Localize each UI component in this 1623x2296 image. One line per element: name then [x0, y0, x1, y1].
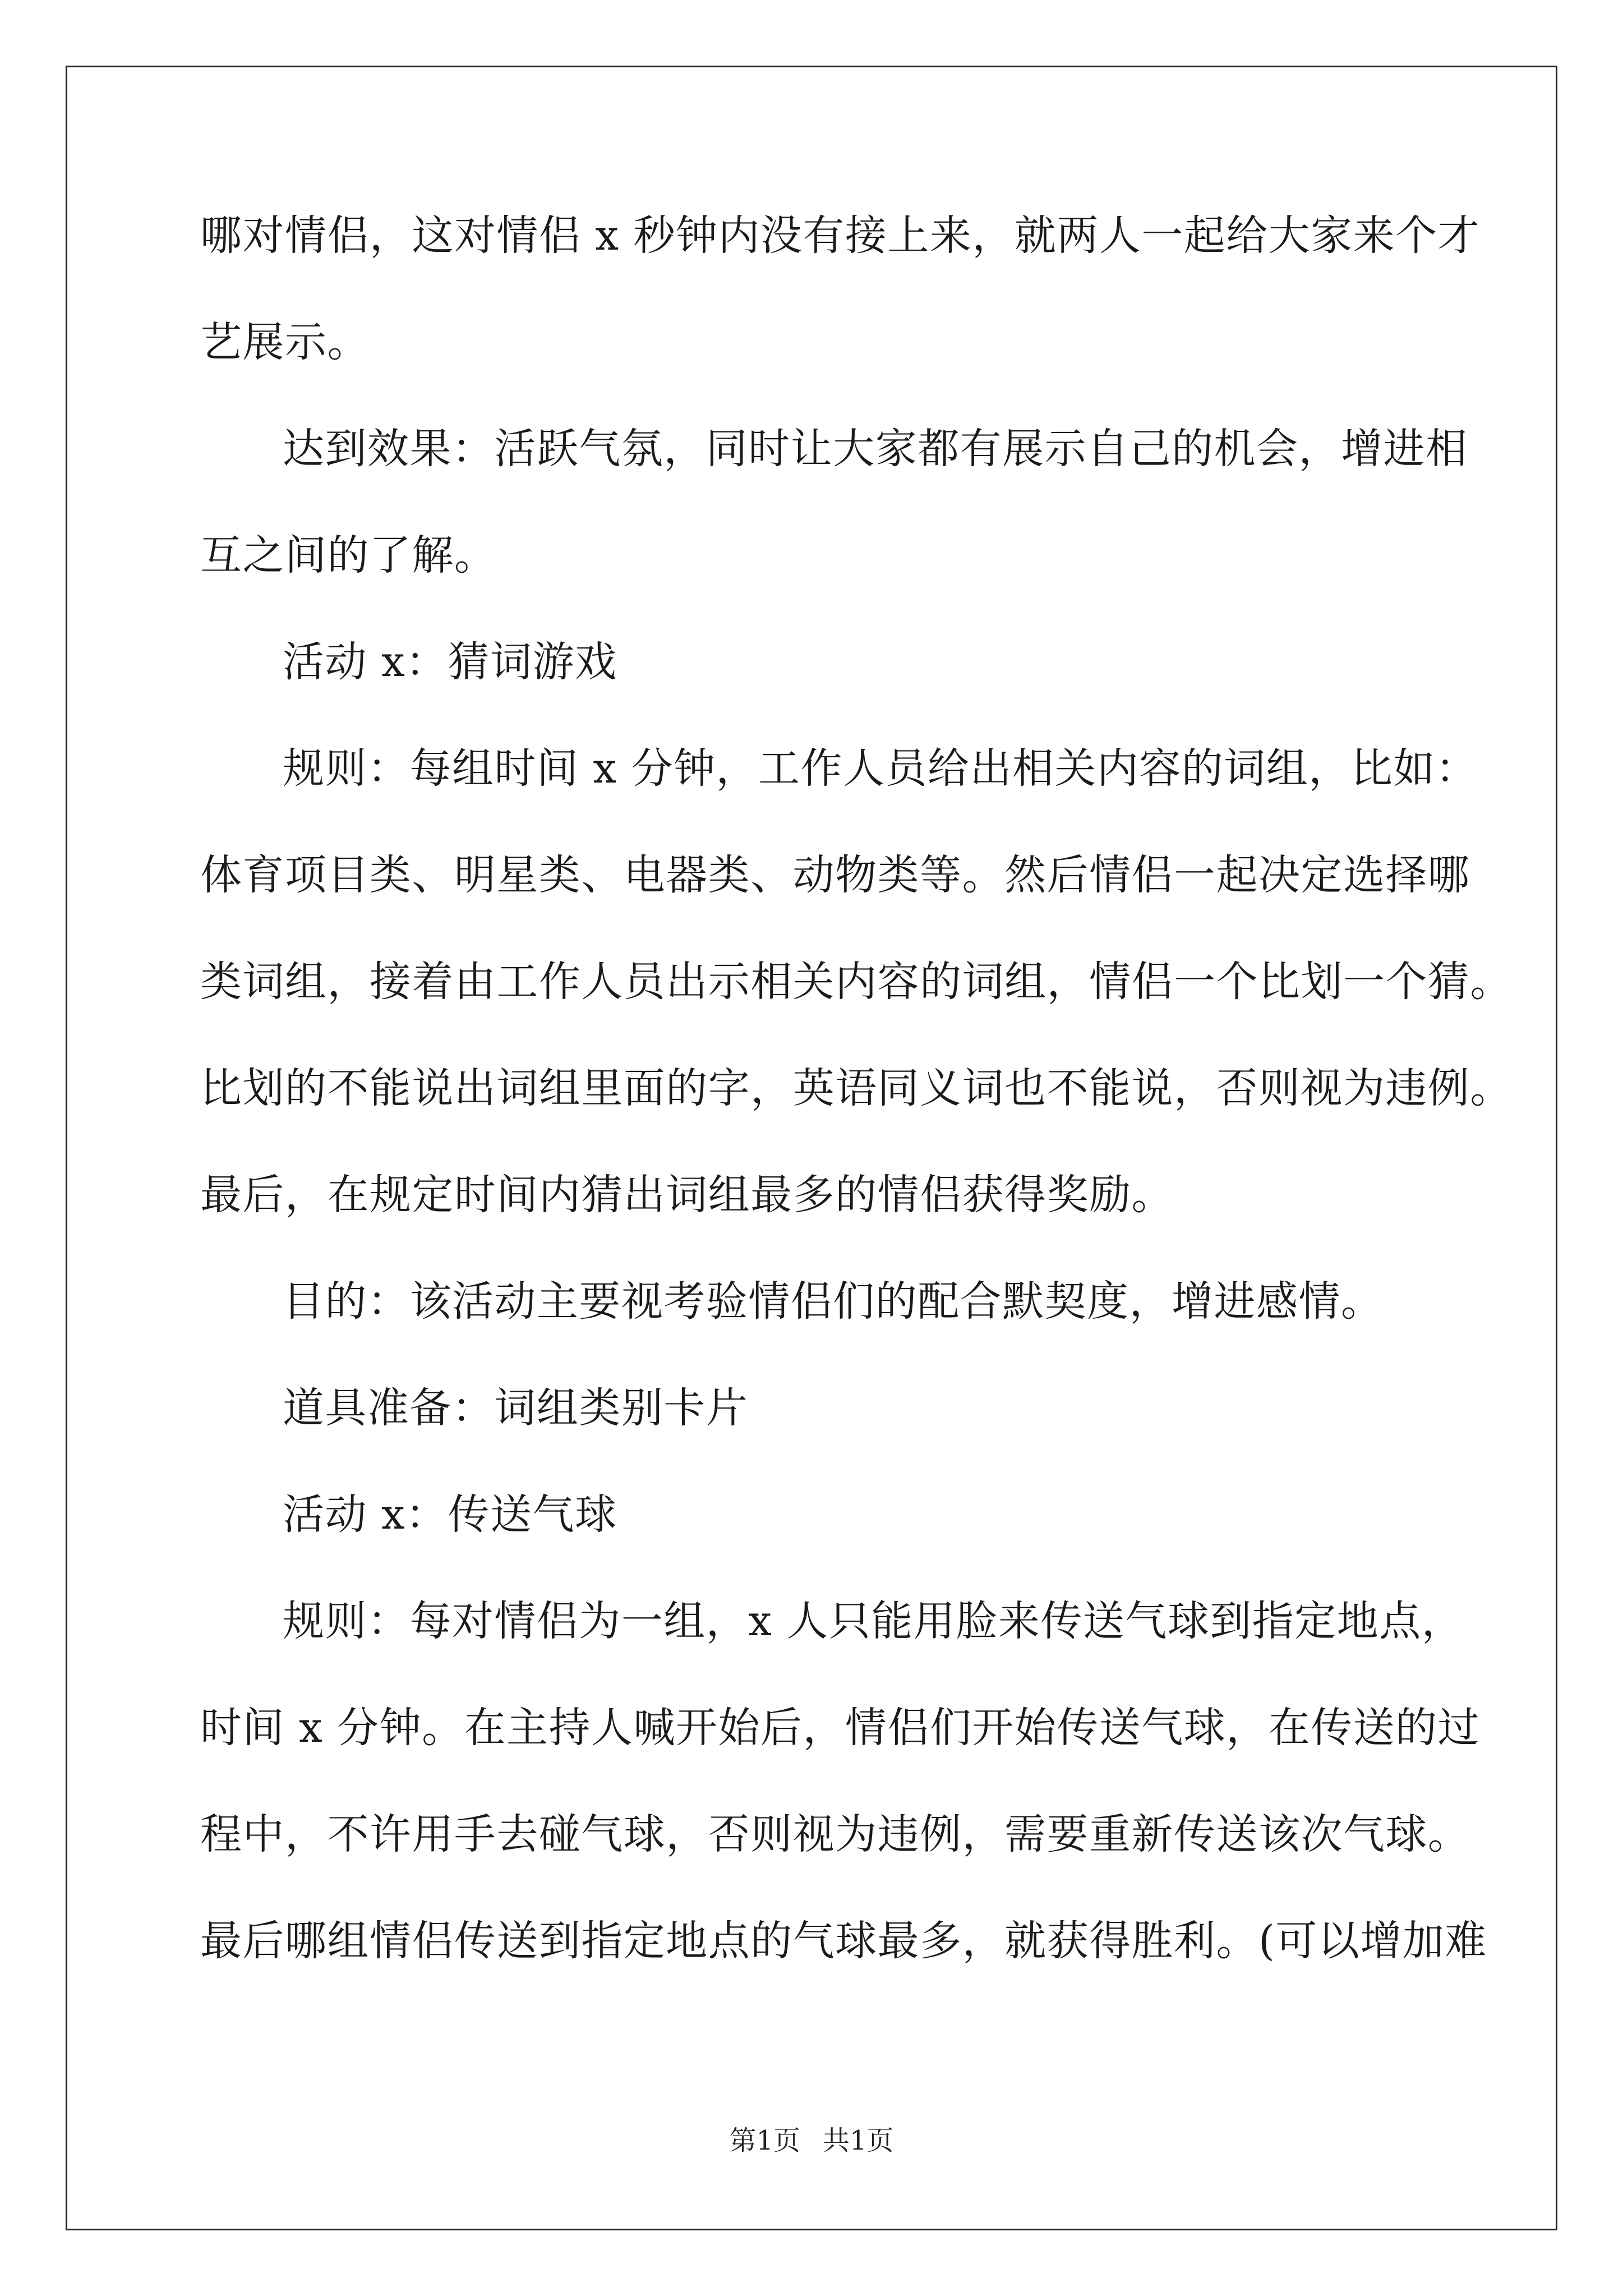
text-line: 哪对情侣，这对情侣 x 秒钟内没有接上来，就两人一起给大家来个才: [200, 211, 1481, 260]
text-line: 互之间的了解。: [200, 531, 497, 579]
text-line: 达到效果：活跃气氛，同时让大家都有展示自己的机会，增进相: [283, 425, 1468, 473]
text-line: 程中，不许用手去碰气球，否则视为违例，需要重新传送该次气球。: [200, 1810, 1470, 1858]
text-line: 最后，在规定时间内猜出词组最多的情侣获得奖励。: [200, 1171, 1174, 1219]
text-line: 规则：每对情侣为一组，x 人只能用脸来传送气球到指定地点，: [283, 1597, 1464, 1645]
text-line: 比划的不能说出词组里面的字，英语同义词也不能说，否则视为违例。: [200, 1064, 1513, 1112]
text-line: 类词组，接着由工作人员出示相关内容的词组，情侣一个比划一个猜。: [200, 958, 1513, 1006]
page-number-total: 共1页: [823, 2125, 894, 2156]
page-number-current: 第1页: [729, 2125, 800, 2156]
section-heading: 活动 x：传送气球: [283, 1490, 617, 1539]
page-border: [66, 66, 1557, 2230]
text-line: 体育项目类、明星类、电器类、动物类等。然后情侣一起决定选择哪: [200, 851, 1470, 899]
text-line: 规则：每组时间 x 分钟，工作人员给出相关内容的词组，比如：: [283, 744, 1478, 793]
text-line: 道具准备：词组类别卡片: [283, 1384, 749, 1432]
text-line: 目的：该活动主要视考验情侣们的配合默契度，增进感情。: [283, 1277, 1384, 1326]
text-line: 艺展示。: [200, 318, 370, 366]
text-line: 时间 x 分钟。在主持人喊开始后，情侣们开始传送气球，在传送的过: [200, 1704, 1481, 1752]
text-line: 最后哪组情侣传送到指定地点的气球最多，就获得胜利。(可以增加难: [200, 1917, 1487, 1965]
section-heading: 活动 x：猜词游戏: [283, 638, 617, 686]
page-footer: [0, 2124, 1623, 2157]
